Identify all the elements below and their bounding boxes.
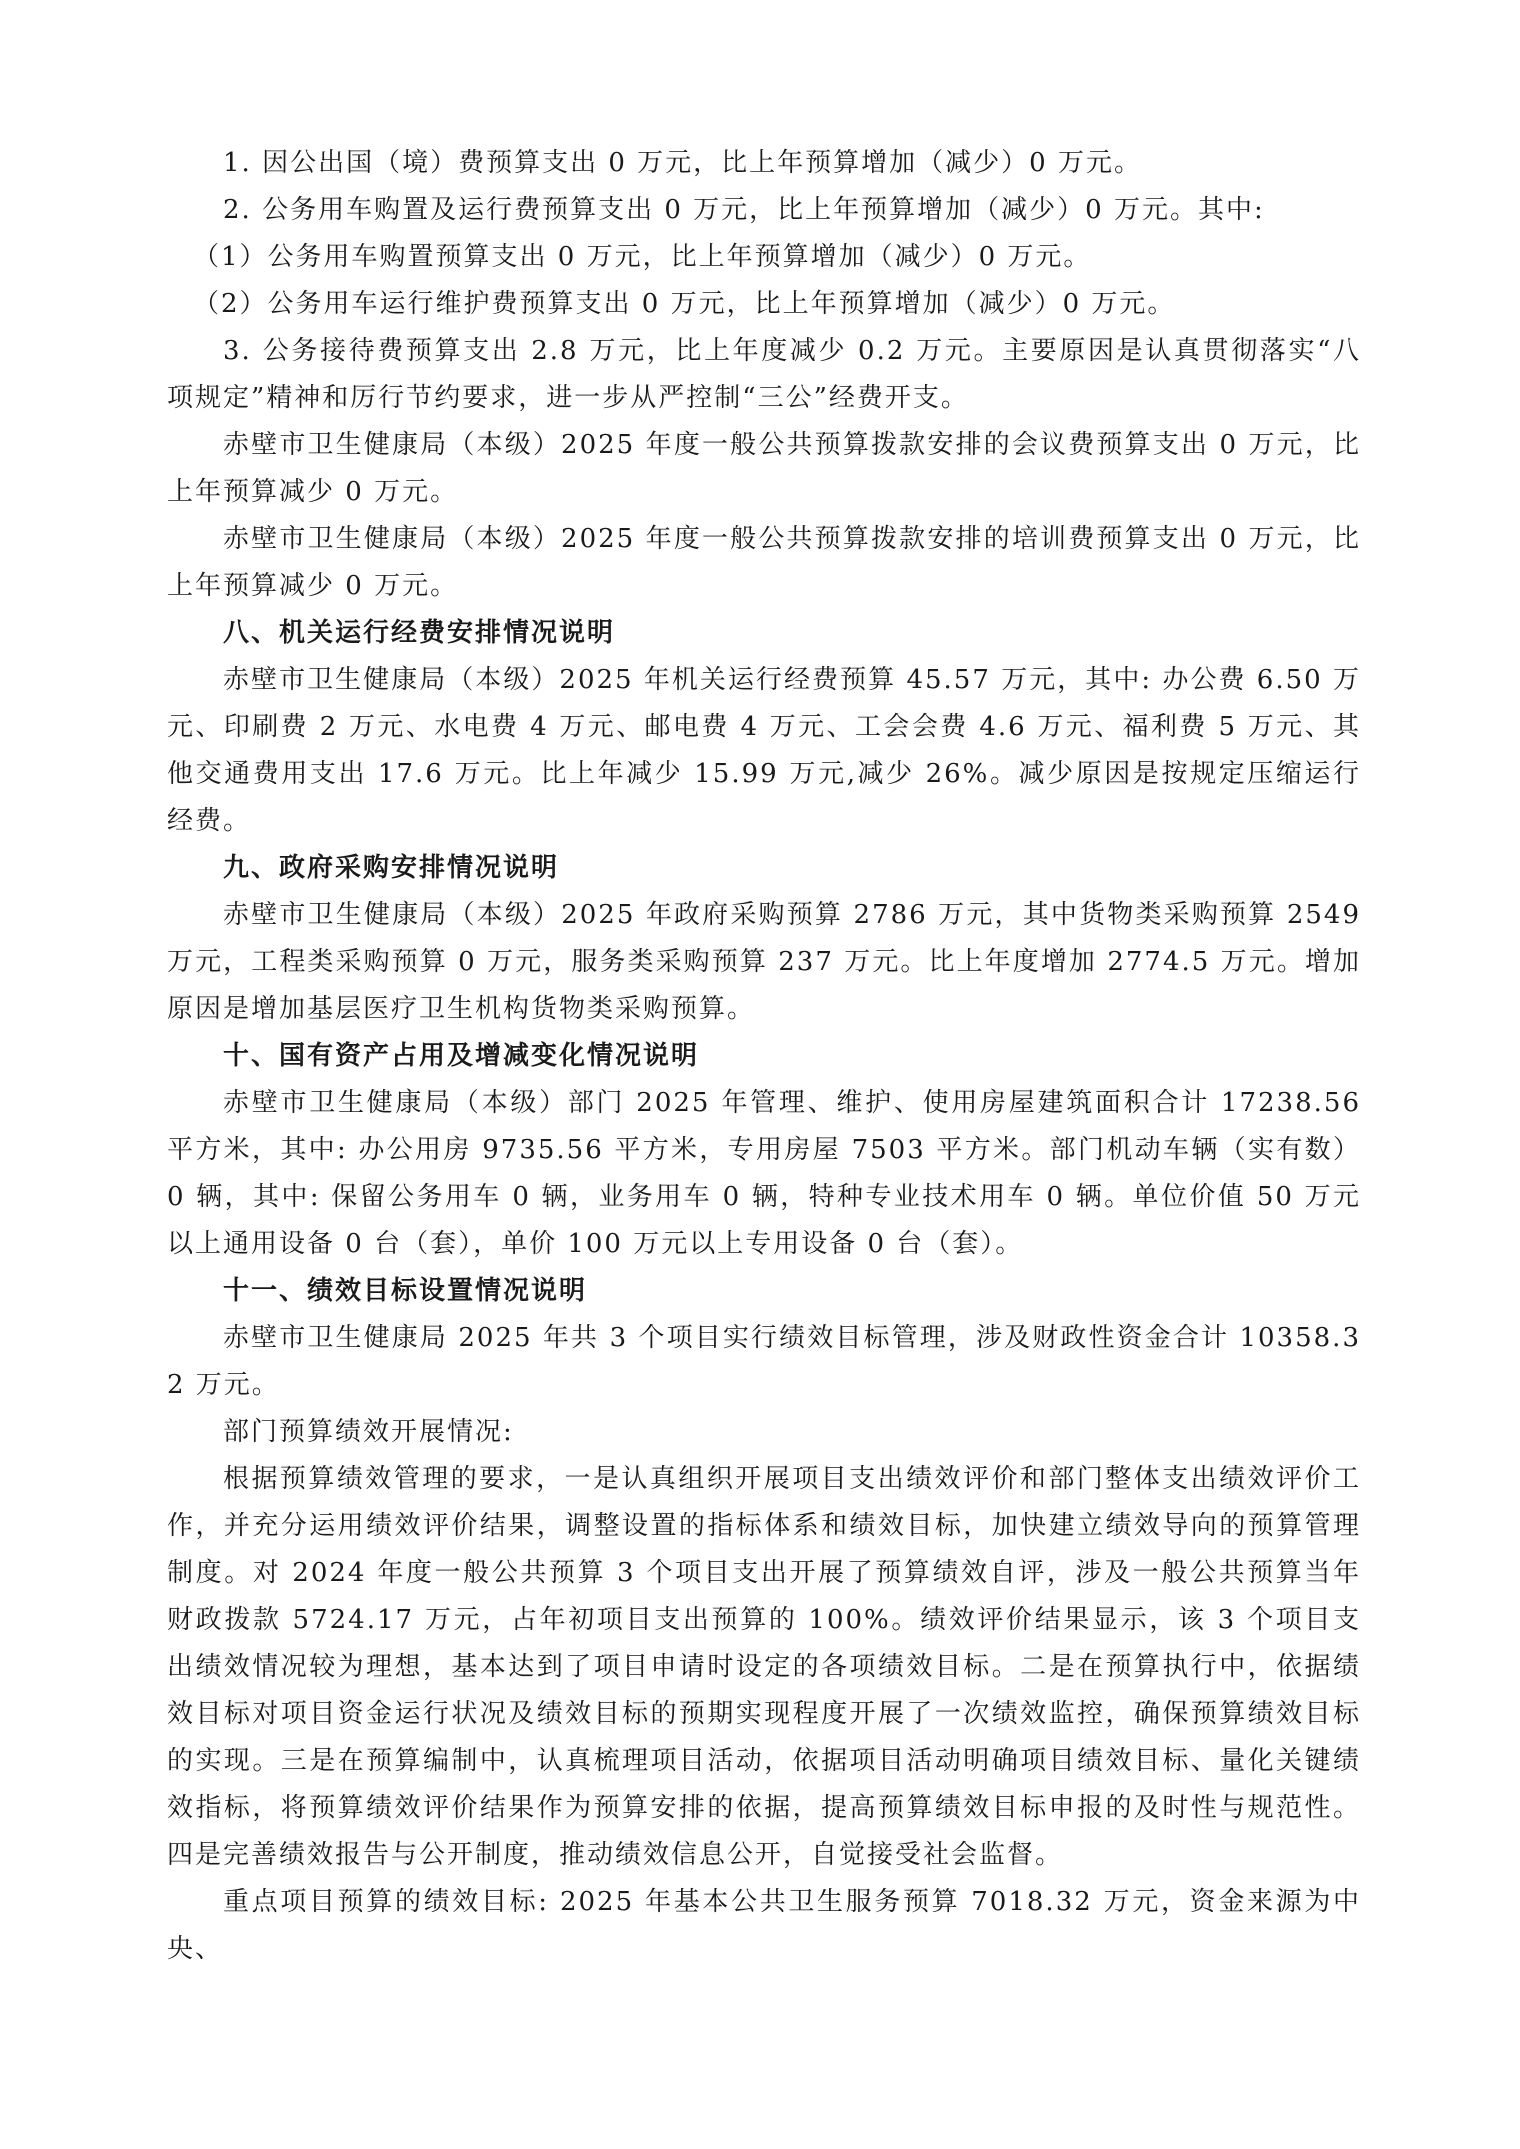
item-outbound-travel: 1. 因公出国（境）费预算支出 0 万元，比上年预算增加（减少）0 万元。 [223,148,1142,178]
item-vehicle-maintenance: （2）公务用车运行维护费预算支出 0 万元，比上年预算增加（减少）0 万元。 [193,289,1176,319]
section-heading-9: 九、政府采购安排情况说明 [223,853,560,883]
paragraph-meeting-costs: 赤壁市卫生健康局（本级）2025 年度一般公共预算拨款安排的会议费预算支出 0 万元，比上年预算减少 0 万元。 [167,430,1361,507]
paragraph-operating-costs: 赤壁市卫生健康局（本级）2025 年机关运行经费预算 45.57 万元，其中: 办公费 6.50 万元、印刷费 2 万元、水电费 4 万元、邮电费 4 万元、工会会费 4.6 万元、福利费 5 万元、其他交通费用支出 17.6 万元。比上年减少 15.99 万元,减少 26%。减少原因是按规定压缩运行经费。 [167,665,1361,836]
item-reception-costs: 3. 公务接待费预算支出 2.8 万元，比上年度减少 0.2 万元。主要原因是认真贯彻落实“八项规定”精神和厉行节约要求，进一步从严控制“三公”经费开支。 [167,336,1361,413]
section-heading-11: 十一、绩效目标设置情况说明 [223,1276,588,1306]
paragraph-state-assets: 赤壁市卫生健康局（本级）部门 2025 年管理、维护、使用房屋建筑面积合计 17238.56 平方米，其中: 办公用房 9735.56 平方米，专用房屋 7503 平方米。部门机动车辆（实有数）0 辆，其中: 保留公务用车 0 辆，业务用车 0 辆，特种专业技术用车 0 辆。单位价值 50 万元以上通用设备 0 台（套），单价 100 万元以上专用设备 0 台（套）。 [167,1088,1361,1259]
page-content [167,140,1361,1973]
paragraph-performance-label: 部门预算绩效开展情况: [223,1417,514,1447]
paragraph-performance-details: 根据预算绩效管理的要求，一是认真组织开展项目支出绩效评价和部门整体支出绩效评价工作，并充分运用绩效评价结果，调整设置的指标体系和绩效目标，加快建立绩效导向的预算管理制度。对 2024 年度一般公共预算 3 个项目支出开展了预算绩效自评，涉及一般公共预算当年财政拨款 5724.17 万元，占年初项目支出预算的 100%。绩效评价结果显示，该 3 个项目支出绩效情况较为理想，基本达到了项目申请时设定的各项绩效目标。二是在预算执行中，依据绩效目标对项目资金运行状况及绩效目标的预期实现程度开展了一次绩效监控，确保预算绩效目标的实现。三是在预算编制中，认真梳理项目活动，依据项目活动明确项目绩效目标、量化关键绩效指标，将预算绩效评价结果作为预算安排的依据，提高预算绩效目标申报的及时性与规范性。四是完善绩效报告与公开制度，推动绩效信息公开，自觉接受社会监督。 [167,1464,1361,1870]
section-heading-10: 十、国有资产占用及增减变化情况说明 [223,1041,700,1071]
paragraph-performance-overview: 赤壁市卫生健康局 2025 年共 3 个项目实行绩效目标管理，涉及财政性资金合计 10358.32 万元。 [167,1323,1361,1400]
paragraph-procurement: 赤壁市卫生健康局（本级）2025 年政府采购预算 2786 万元，其中货物类采购预算 2549 万元，工程类采购预算 0 万元，服务类采购预算 237 万元。比上年度增加 2774.5 万元。增加原因是增加基层医疗卫生机构货物类采购预算。 [167,900,1361,1024]
section-heading-8: 八、机关运行经费安排情况说明 [223,618,616,648]
paragraph-training-costs: 赤壁市卫生健康局（本级）2025 年度一般公共预算拨款安排的培训费预算支出 0 万元，比上年预算减少 0 万元。 [167,524,1361,601]
item-vehicle-purchase: （1）公务用车购置预算支出 0 万元，比上年预算增加（减少）0 万元。 [193,242,1092,272]
item-vehicle-costs: 2. 公务用车购置及运行费预算支出 0 万元，比上年预算增加（减少）0 万元。其中: [223,195,1265,225]
paragraph-key-project-goals: 重点项目预算的绩效目标: 2025 年基本公共卫生服务预算 7018.32 万元，资金来源为中央、 [167,1887,1361,1964]
